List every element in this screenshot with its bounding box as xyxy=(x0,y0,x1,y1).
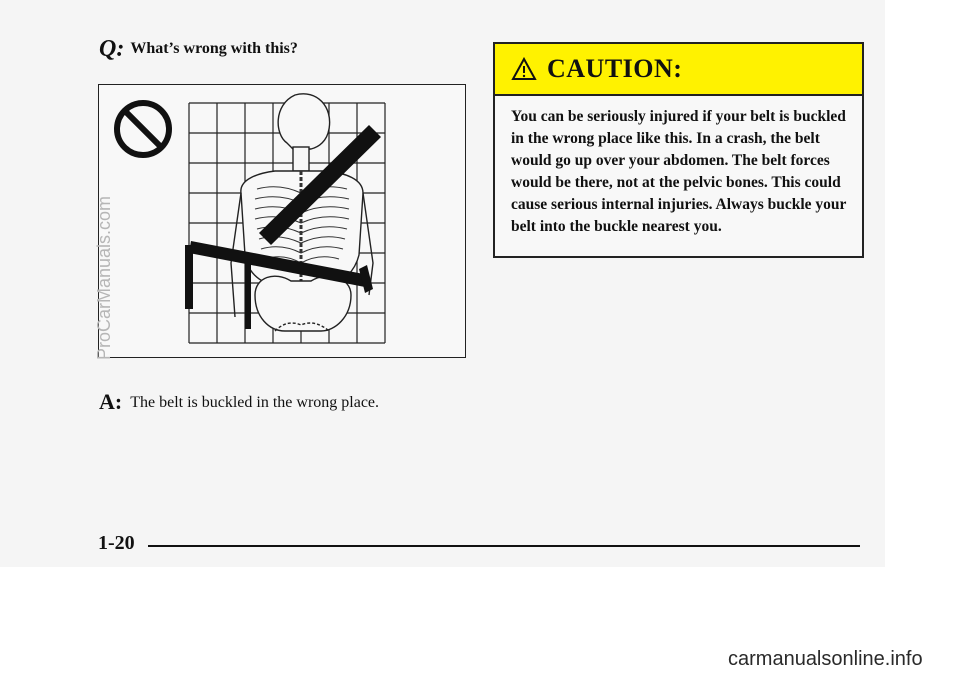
skeleton-head xyxy=(278,94,329,171)
no-symbol-icon xyxy=(117,103,169,155)
question xyxy=(99,36,298,63)
answer-text: The belt is buckled in the wrong place. xyxy=(130,394,380,411)
skeleton-drawing xyxy=(99,85,465,357)
answer xyxy=(99,389,379,415)
seatbelt-illustration xyxy=(98,84,466,358)
footer-watermark: carmanualsonline.info xyxy=(728,648,923,670)
page-number: 1-20 xyxy=(98,532,135,554)
caution-title: CAUTION: xyxy=(547,54,683,83)
watermark: ProCarManuals.com xyxy=(94,195,114,360)
caution-header xyxy=(495,44,862,96)
skeleton-pelvis xyxy=(255,276,351,331)
question-text: What’s wrong with this? xyxy=(130,40,298,57)
question-letter: Q: xyxy=(99,36,125,62)
page-rule xyxy=(148,545,860,547)
warning-triangle-icon xyxy=(511,57,537,81)
answer-letter: A: xyxy=(99,389,123,414)
caution-text: You can be seriously injured if your belt is buckled in the wrong place like this. In a crash, the belt would go up over your abdomen. The belt forces would be there, not at the pelvic bones. This could cause serious internal injuries. Always buckle your belt into the buckle nearest you. xyxy=(511,108,847,235)
caution-box xyxy=(493,42,864,258)
